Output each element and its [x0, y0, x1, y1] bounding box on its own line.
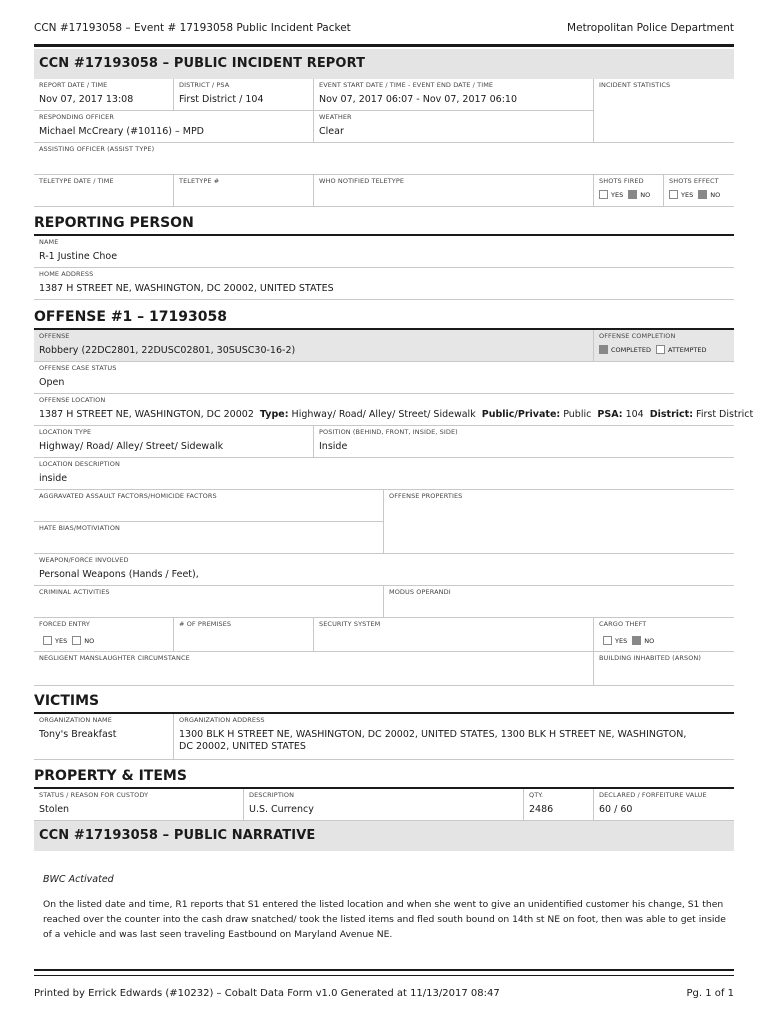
property-heading: PROPERTY & ITEMS [34, 768, 187, 784]
assisting-officer-cell [34, 143, 734, 175]
field-label: OFFENSE [39, 332, 70, 340]
field-label: SECURITY SYSTEM [319, 620, 381, 628]
event-datetime-value: Nov 07, 2017 06:07 - Nov 07, 2017 06:10 [319, 94, 517, 105]
org-address-cell [174, 714, 734, 760]
field-label: POSITION (BEHIND, FRONT, INSIDE, SIDE) [319, 428, 458, 436]
attempted-checkbox[interactable] [656, 345, 665, 354]
offense-cell [34, 330, 594, 362]
field-label: NEGLIGENT MANSLAUGHTER CIRCUMSTANCE [39, 654, 190, 662]
offense-location-cell [34, 394, 754, 426]
org-address-value: 1300 BLK H STREET NE, WASHINGTON, DC 20002, UNITED STATES, 1300 BLK H STREET NE, WASHINGTON, DC 20002, UNITED STATES [179, 729, 687, 752]
field-label: # OF PREMISES [179, 620, 232, 628]
property-qty-cell [524, 789, 594, 821]
header-case-title: CCN #17193058 – Event # 17193058 Public Incident Packet [34, 22, 351, 34]
case-status-value: Open [39, 377, 65, 388]
forced-entry-yes-checkbox[interactable] [43, 636, 52, 645]
incident-statistics-cell [594, 79, 734, 143]
field-label: MODUS OPERANDI [389, 588, 451, 596]
narrative-title-bar [34, 821, 734, 851]
field-label: TELETYPE # [179, 177, 220, 185]
rp-name-value: R-1 Justine Choe [39, 251, 118, 262]
field-label: OFFENSE PROPERTIES [389, 492, 463, 500]
forced-entry-options [43, 636, 99, 645]
location-type-value: Highway/ Road/ Alley/ Street/ Sidewalk [39, 441, 224, 452]
field-label: LOCATION DESCRIPTION [39, 460, 120, 468]
responding-officer-cell [34, 111, 314, 143]
offense-location-value [39, 409, 753, 420]
rp-name-cell [34, 236, 734, 268]
property-value-value: 60 / 60 [599, 804, 633, 815]
teletype-datetime-cell [34, 175, 174, 207]
weapon-force-cell [34, 554, 734, 586]
shots-effect-options [669, 190, 725, 199]
premises-cell [174, 618, 314, 652]
field-label: OFFENSE COMPLETION [599, 332, 676, 340]
field-label: INCIDENT STATISTICS [599, 81, 671, 89]
report-datetime-value: Nov 07, 2017 13:08 [39, 94, 134, 105]
property-status-cell [34, 789, 244, 821]
checkbox-label: ATTEMPTED [668, 345, 707, 354]
shots-fired-no-checkbox[interactable] [628, 190, 637, 199]
field-label: CRIMINAL ACTIVITIES [39, 588, 110, 596]
printed-by: Printed by Errick Edwards (#10232) – Cobalt Data Form v1.0 Generated at 11/13/2017 08:47 [34, 988, 500, 999]
forced-entry-no-checkbox[interactable] [72, 636, 81, 645]
responding-officer-value: Michael McCreary (#10116) – MPD [39, 126, 204, 137]
type-value: Highway/ Road/ Alley/ Street/ Sidewalk [291, 409, 476, 420]
field-label: ASSISTING OFFICER (ASSIST TYPE) [39, 145, 155, 153]
property-qty-value: 2486 [529, 804, 554, 815]
district-key: District: [649, 409, 694, 420]
negligent-manslaughter-cell [34, 652, 594, 686]
modus-operandi-cell [384, 586, 734, 618]
psa-key: PSA: [597, 409, 623, 420]
psa-value: 104 [625, 409, 644, 420]
cargo-theft-no-checkbox[interactable] [632, 636, 641, 645]
property-description-cell [244, 789, 524, 821]
field-label: WEATHER [319, 113, 352, 121]
property-value-cell [594, 789, 734, 821]
cargo-theft-options [603, 636, 659, 645]
offense-heading: OFFENSE #1 – 17193058 [34, 309, 227, 325]
field-label: AGGRAVATED ASSAULT FACTORS/HOMICIDE FACTORS [39, 492, 217, 500]
report-title-bar [34, 49, 734, 79]
field-label: OFFENSE LOCATION [39, 396, 106, 404]
page-number: Pg. 1 of 1 [686, 988, 734, 999]
field-label: DESCRIPTION [249, 791, 295, 799]
field-label: WEAPON/FORCE INVOLVED [39, 556, 129, 564]
document-page [34, 0, 754, 1024]
criminal-activities-cell [34, 586, 384, 618]
checkbox-label: NO [710, 190, 721, 199]
page-header [34, 22, 734, 38]
offense-value: Robbery (22DC2801, 22DUSC02801, 30SUSC30-16-2) [39, 345, 296, 356]
field-label: STATUS / REASON FOR CUSTODY [39, 791, 149, 799]
shots-effect-cell [664, 175, 734, 207]
completed-checkbox[interactable] [599, 345, 608, 354]
field-label: OFFENSE CASE STATUS [39, 364, 117, 372]
footer-rule [34, 975, 734, 976]
rp-address-cell [34, 268, 734, 300]
field-label: EVENT START DATE / TIME - EVENT END DATE / TIME [319, 81, 494, 89]
org-name-value: Tony's Breakfast [39, 729, 117, 740]
type-key: Type: [259, 409, 289, 420]
rp-address-value: 1387 H STREET NE, WASHINGTON, DC 20002, UNITED STATES [39, 283, 334, 294]
field-label: FORCED ENTRY [39, 620, 90, 628]
checkbox-label: NO [640, 190, 651, 199]
shots-effect-no-checkbox[interactable] [698, 190, 707, 199]
org-name-cell [34, 714, 174, 760]
checkbox-label: YES [615, 636, 628, 645]
property-description-value: U.S. Currency [249, 804, 314, 815]
location-description-value: inside [39, 473, 68, 484]
field-label: SHOTS FIRED [599, 177, 644, 185]
narrative-text: On the listed date and time, R1 reports that S1 entered the listed location and when she went to give an unidentified customer his change, S1 then reached over the counter into the cash draw snatched/ took the listed items and fled south bound on 14th st NE on foot, then was able to get inside of a vehicle and was last seen traveling Eastbound on Maryland Avenue NE. [43, 899, 726, 940]
district-cell [174, 79, 314, 111]
weather-value: Clear [319, 126, 344, 137]
public-private-value: Public [563, 409, 592, 420]
offense-completion-options [599, 345, 712, 354]
property-status-value: Stolen [39, 804, 70, 815]
checkbox-label: YES [681, 190, 694, 199]
position-cell [314, 426, 734, 458]
header-department: Metropolitan Police Department [567, 22, 734, 34]
offense-properties-cell [384, 490, 734, 554]
field-label: ORGANIZATION ADDRESS [179, 716, 265, 724]
district-value: First District [696, 409, 754, 420]
checkbox-label: YES [611, 190, 624, 199]
field-label: NAME [39, 238, 59, 246]
offense-completion-cell [594, 330, 734, 362]
field-label: DISTRICT / PSA [179, 81, 230, 89]
public-private-key: Public/Private: [481, 409, 561, 420]
bwc-label: BWC Activated [43, 874, 114, 885]
report-datetime-cell [34, 79, 174, 111]
report-title: CCN #17193058 – PUBLIC INCIDENT REPORT [39, 56, 366, 71]
field-label: DECLARED / FORFEITURE VALUE [599, 791, 707, 799]
security-system-cell [314, 618, 594, 652]
checkbox-label: NO [84, 636, 95, 645]
event-datetime-cell [314, 79, 594, 111]
field-label: REPORT DATE / TIME [39, 81, 108, 89]
checkbox-label: YES [55, 636, 68, 645]
shots-fired-cell [594, 175, 664, 207]
narrative-title: CCN #17193058 – PUBLIC NARRATIVE [39, 828, 316, 843]
field-label: HATE BIAS/MOTIVIATION [39, 524, 120, 532]
field-label: ORGANIZATION NAME [39, 716, 112, 724]
district-value: First District / 104 [179, 94, 264, 105]
hate-bias-cell [34, 522, 384, 554]
checkbox-label: COMPLETED [611, 345, 651, 354]
field-label: LOCATION TYPE [39, 428, 92, 436]
location-address: 1387 H STREET NE, WASHINGTON, DC 20002 [39, 409, 254, 420]
field-label: TELETYPE DATE / TIME [39, 177, 114, 185]
location-description-cell [34, 458, 734, 490]
checkbox-label: NO [644, 636, 655, 645]
field-label: HOME ADDRESS [39, 270, 94, 278]
field-label: WHO NOTIFIED TELETYPE [319, 177, 405, 185]
location-type-cell [34, 426, 314, 458]
field-label: RESPONDING OFFICER [39, 113, 115, 121]
case-status-cell [34, 362, 734, 394]
position-value: Inside [319, 441, 348, 452]
cargo-theft-cell [594, 618, 734, 652]
reporting-person-heading: REPORTING PERSON [34, 215, 194, 231]
field-label: QTY. [529, 791, 544, 799]
field-label: CARGO THEFT [599, 620, 647, 628]
shots-fired-yes-checkbox[interactable] [599, 190, 608, 199]
field-label: BUILDING INHABITED (ARSON) [599, 654, 702, 662]
shots-fired-options [599, 190, 655, 199]
victims-heading: VICTIMS [34, 693, 100, 709]
weather-cell [314, 111, 594, 143]
who-notified-cell [314, 175, 594, 207]
header-rule [34, 44, 734, 47]
shots-effect-yes-checkbox[interactable] [669, 190, 678, 199]
cargo-theft-yes-checkbox[interactable] [603, 636, 612, 645]
building-inhabited-cell [594, 652, 734, 686]
weapon-force-value: Personal Weapons (Hands / Feet), [39, 569, 199, 580]
footer-rule [34, 969, 734, 971]
field-label: SHOTS EFFECT [669, 177, 719, 185]
aggravated-factors-cell [34, 490, 384, 522]
teletype-number-cell [174, 175, 314, 207]
forced-entry-cell [34, 618, 174, 652]
